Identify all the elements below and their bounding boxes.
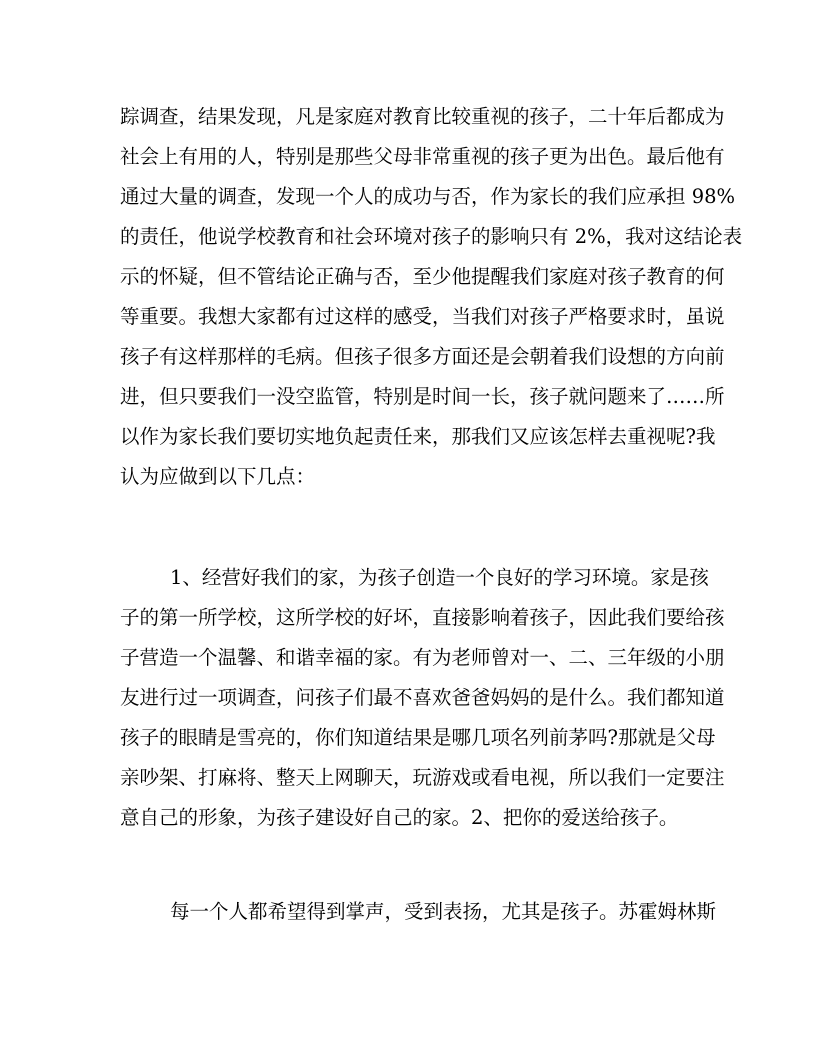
paragraph-2-line: 子营造一个温馨、和谐幸福的家。有为老师曾对一、二、三年级的小朋 [120, 646, 725, 669]
paragraph-1-line: 的责任，他说学校教育和社会环境对孩子的影响只有 2%，我对这结论表 [120, 225, 743, 248]
paragraph-1-line: 等重要。我想大家都有过这样的感受，当我们对孩子严格要求时，虽说 [120, 305, 725, 328]
paragraph-1-line: 认为应做到以下几点： [120, 465, 316, 488]
paragraph-2-line: 1、经营好我们的家，为孩子创造一个良好的学习环境。家是孩 [170, 566, 709, 589]
paragraph-2-line: 亲吵架、打麻将、整天上网聊天，玩游戏或看电视，所以我们一定要注 [120, 766, 725, 789]
paragraph-1-line: 示的怀疑，但不管结论正确与否，至少他提醒我们家庭对孩子教育的何 [120, 265, 725, 288]
paragraph-3-line: 每一个人都希望得到掌声，受到表扬，尤其是孩子。苏霍姆林斯 [170, 900, 717, 923]
paragraph-2-line: 孩子的眼睛是雪亮的，你们知道结果是哪几项名列前茅吗?那就是父母 [120, 726, 716, 749]
paragraph-1-line: 孩子有这样那样的毛病。但孩子很多方面还是会朝着我们设想的方向前 [120, 345, 725, 368]
paragraph-1-line: 踪调查，结果发现，凡是家庭对教育比较重视的孩子，二十年后都成为 [120, 105, 725, 128]
paragraph-2-line: 友进行过一项调查，问孩子们最不喜欢爸爸妈妈的是什么。我们都知道 [120, 686, 725, 709]
paragraph-1-line: 进，但只要我们一没空监管，特别是时间一长，孩子就问题来了……所 [120, 385, 725, 408]
paragraph-2-line: 子的第一所学校，这所学校的好坏，直接影响着孩子，因此我们要给孩 [120, 606, 725, 629]
paragraph-1-line: 社会上有用的人，特别是那些父母非常重视的孩子更为出色。最后他有 [120, 145, 725, 168]
paragraph-2-line: 意自己的形象，为孩子建设好自己的家。2、把你的爱送给孩子。 [120, 806, 679, 829]
paragraph-1-line: 以作为家长我们要切实地负起责任来，那我们又应该怎样去重视呢?我 [120, 425, 716, 448]
paragraph-1-line: 通过大量的调查，发现一个人的成功与否，作为家长的我们应承担 98% [120, 185, 736, 208]
